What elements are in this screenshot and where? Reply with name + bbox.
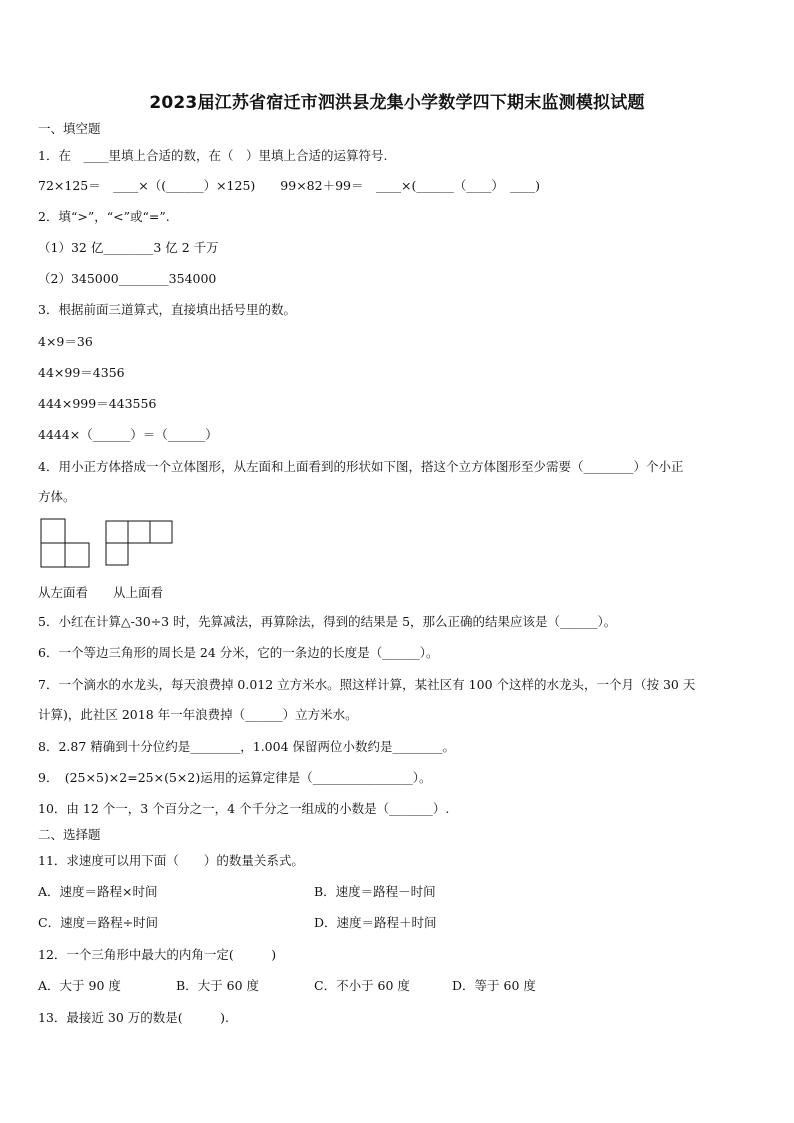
question-11-option-a: A．速度＝路程×时间 — [38, 884, 158, 899]
question-12-option-c: C．不小于 60 度 — [314, 978, 410, 993]
question-1: 1．在 ____里填上合适的数，在（ ）里填上合适的运算符号. — [38, 148, 388, 163]
question-12-option-b: B．大于 60 度 — [176, 978, 260, 993]
question-3-eq-d: 4444×（______）＝（______） — [38, 427, 218, 442]
question-4-line-2: 方体。 — [38, 489, 76, 504]
question-5: 5．小红在计算△-30÷3 时，先算减法，再算除法，得到的结果是 5，那么正确的结果应该是（______）。 — [38, 614, 617, 629]
question-11-option-d: D．速度＝路程＋时间 — [314, 915, 437, 930]
question-12-option-d: D．等于 60 度 — [452, 978, 536, 993]
question-9: 9． (25×5)×2=25×(5×2)运用的运算定律是（________________）。 — [38, 770, 432, 785]
question-2-part-1: （1）32 亿________3 亿 2 千万 — [38, 240, 219, 255]
question-4-line-1: 4．用小正方体搭成一个立体图形，从左面和上面看到的形状如下图，搭这个立方体图形至少需要（________）个小正 — [38, 459, 684, 474]
question-1-expressions: 72×125＝ ____×（(______）×125) 99×82＋99＝ ____×(______（____） ____) — [38, 178, 540, 193]
question-10: 10．由 12 个一，3 个百分之一，4 个千分之一组成的小数是（_______）. — [38, 801, 450, 816]
question-8: 8．2.87 精确到十分位约是________，1.004 保留两位小数约是________。 — [38, 739, 456, 754]
question-11: 11．求速度可以用下面（ ）的数量关系式。 — [38, 853, 304, 868]
question-12-option-a: A．大于 90 度 — [38, 978, 121, 993]
question-12: 12．一个三角形中最大的内角一定( ) — [38, 947, 277, 962]
question-2: 2．填“>”，“<”或“=”. — [38, 209, 170, 224]
question-11-option-b: B．速度＝路程－时间 — [314, 884, 436, 899]
question-6: 6．一个等边三角形的周长是 24 分米，它的一条边的长度是（______）。 — [38, 645, 439, 660]
question-7-line-2: 计算)，此社区 2018 年一年浪费掉（______）立方米水。 — [38, 707, 358, 722]
question-2-part-2: （2）345000________354000 — [38, 271, 217, 286]
left-view-figure — [41, 519, 89, 567]
question-13: 13．最接近 30 万的数是( ). — [38, 1010, 229, 1025]
view-labels: 从左面看 从上面看 — [38, 585, 164, 600]
top-view-figure — [106, 521, 172, 565]
question-11-option-c: C．速度＝路程÷时间 — [38, 915, 159, 930]
question-3-eq-b: 44×99＝4356 — [38, 365, 125, 380]
question-3-eq-c: 444×999＝443556 — [38, 396, 157, 411]
question-3-eq-a: 4×9＝36 — [38, 334, 93, 349]
page-title: 2023届江苏省宿迁市泗洪县龙集小学数学四下期末监测模拟试题 — [149, 93, 645, 113]
question-7-line-1: 7．一个滴水的水龙头，每天浪费掉 0.012 立方米水。照这样计算，某社区有 100 个这样的水龙头，一个月（按 30 天 — [38, 677, 696, 692]
cube-views-figure — [40, 518, 180, 570]
question-3: 3．根据前面三道算式，直接填出括号里的数。 — [38, 302, 296, 317]
section-fill-heading: 一、填空题 — [38, 121, 101, 136]
section-choice-heading: 二、选择题 — [38, 827, 101, 842]
